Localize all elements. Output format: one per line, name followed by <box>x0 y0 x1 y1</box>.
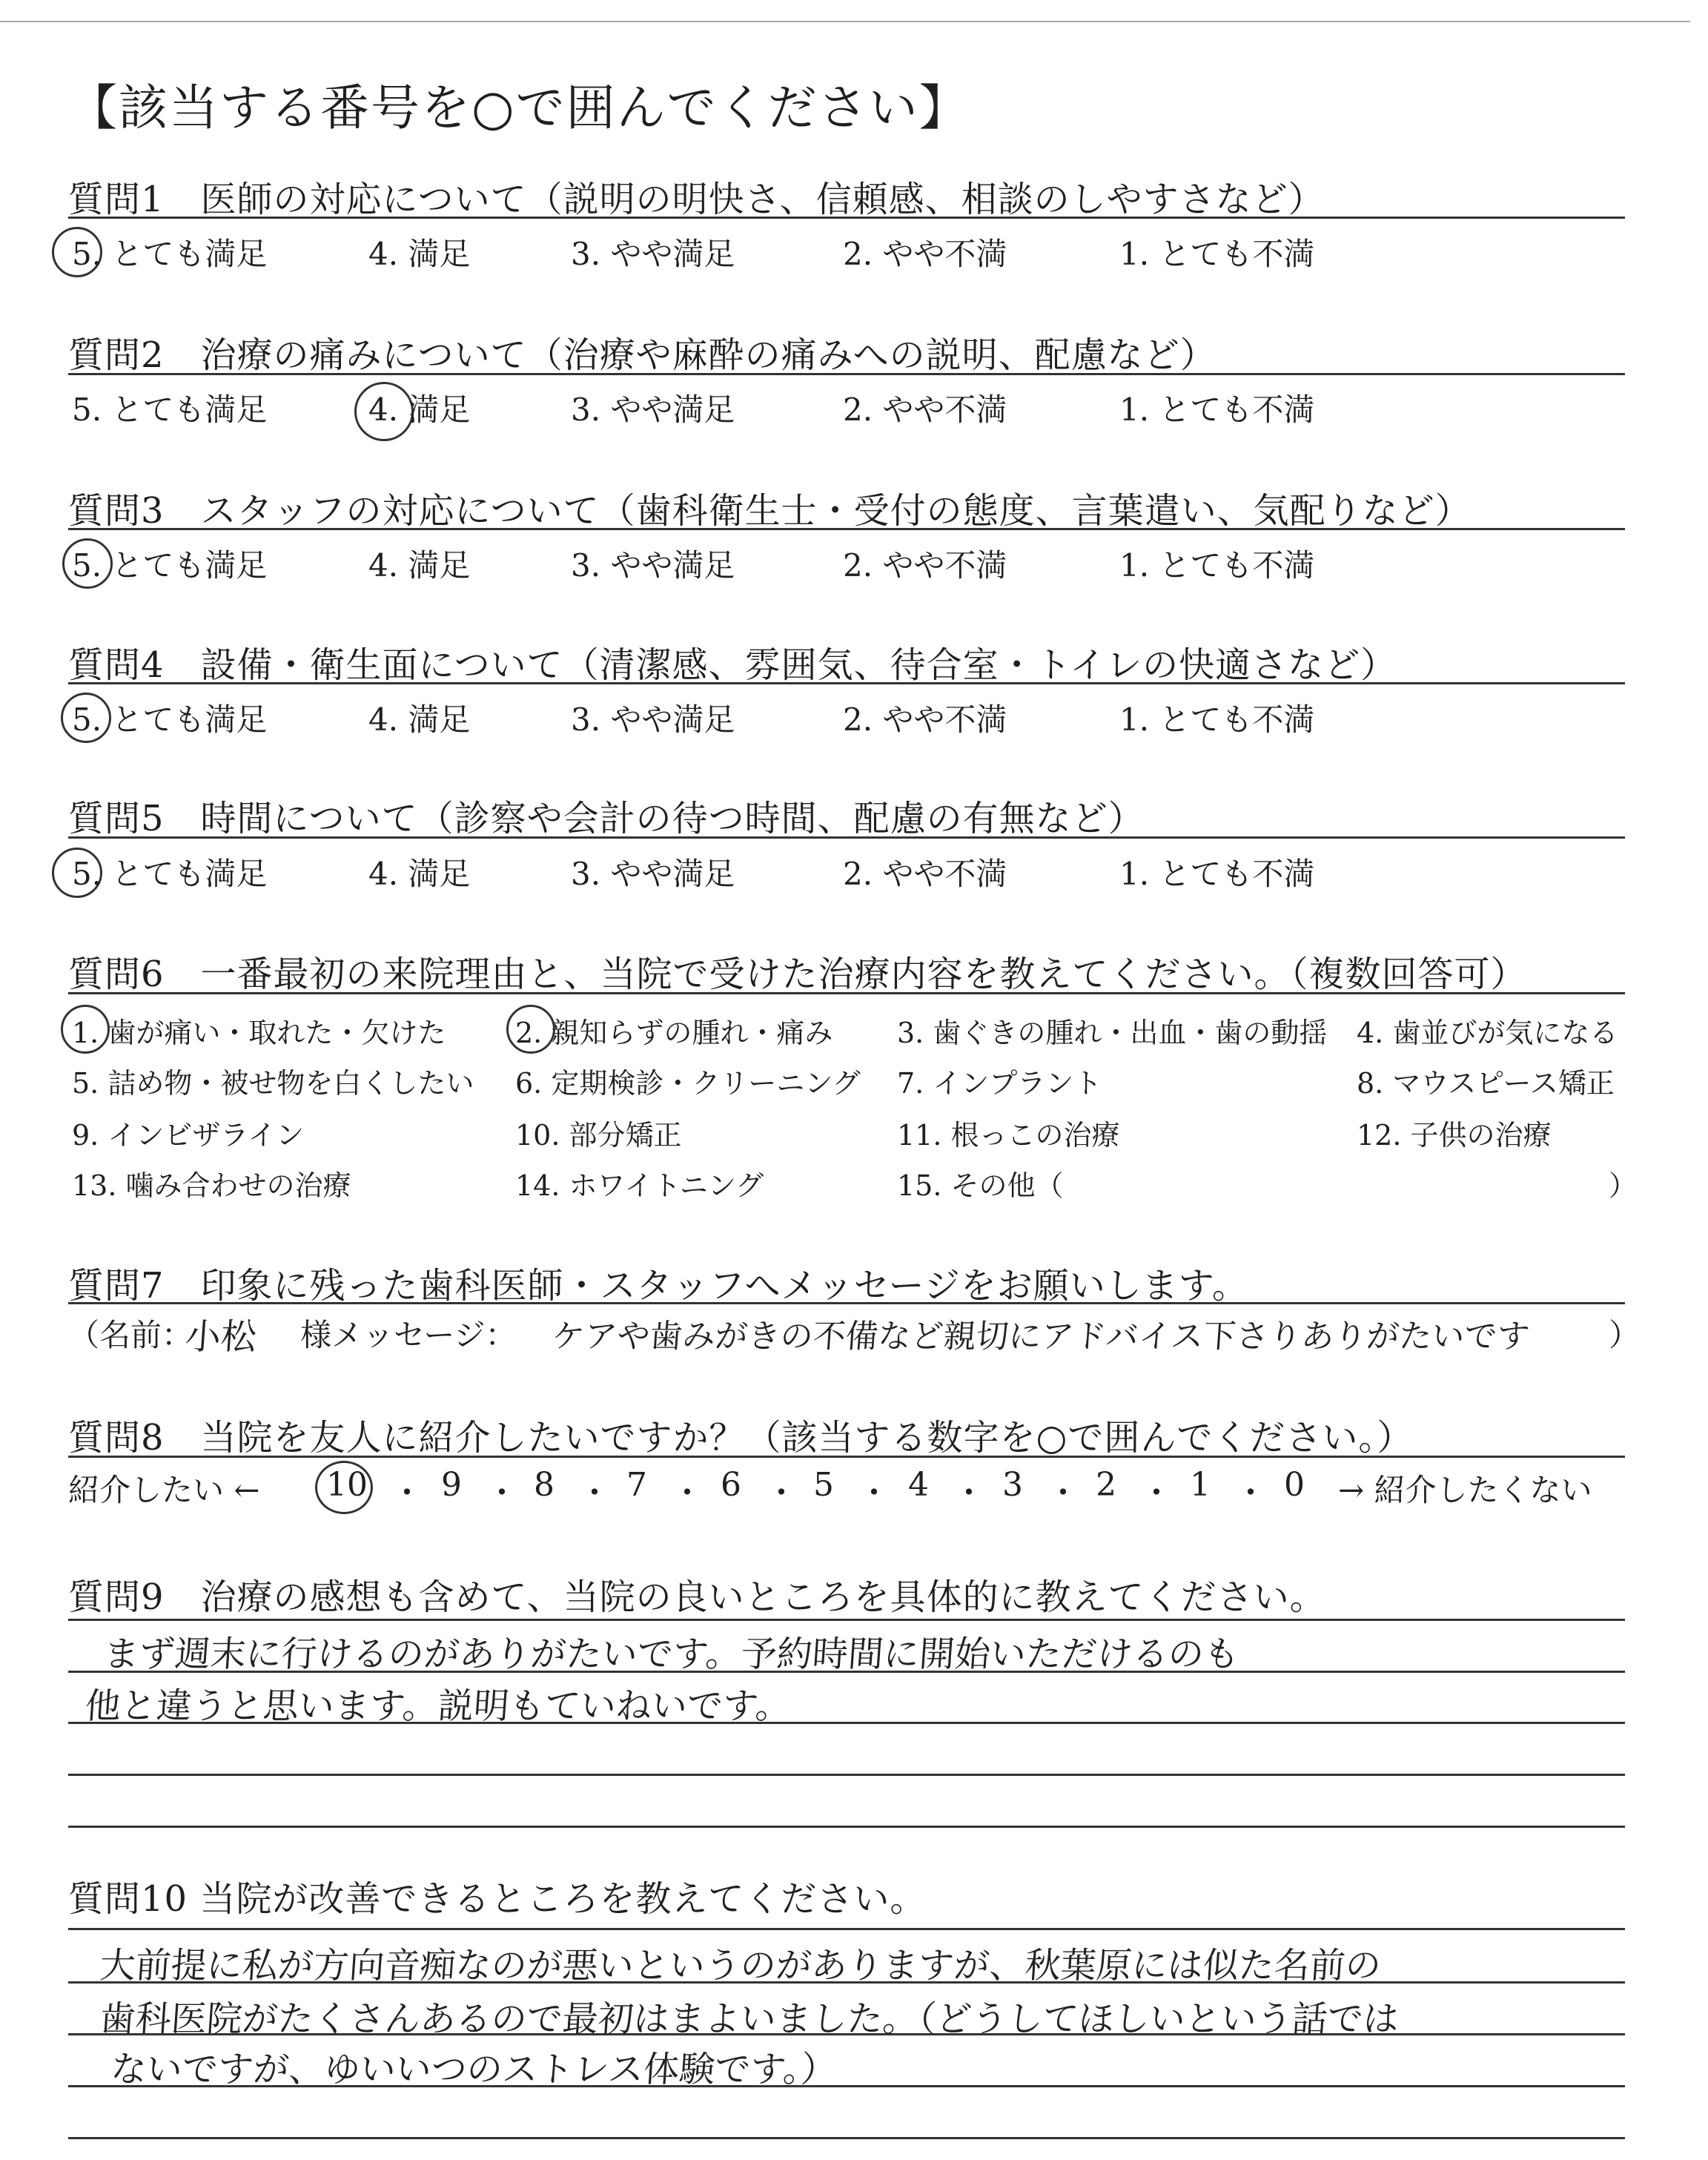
q8-scale-8[interactable]: 8 <box>534 1466 555 1504</box>
question-8-title: 質問8 当院を友人に紹介したいですか？（該当する数字を○で囲んでください。） <box>68 1417 1414 1459</box>
q8-scale-10[interactable]: 10 <box>326 1466 368 1504</box>
q1-option-5[interactable]: 5. とても満足 <box>72 236 268 272</box>
question-6-rule <box>68 992 1625 994</box>
q8-separator: ・ <box>953 1474 985 1512</box>
q8-separator: ・ <box>1234 1474 1267 1512</box>
q10-answer-line-rule <box>68 2137 1625 2139</box>
q8-scale-5[interactable]: 5 <box>813 1466 834 1504</box>
q6-option-5[interactable]: 5. 詰め物・被せ物を白くしたい <box>72 1067 474 1100</box>
q6-option-9[interactable]: 9. インビザライン <box>72 1119 305 1152</box>
q8-right-label: → 紹介したくない <box>1338 1472 1592 1508</box>
q8-separator: ・ <box>671 1474 704 1512</box>
q1-option-1[interactable]: 1. とても不満 <box>1119 236 1315 272</box>
q8-separator: ・ <box>486 1474 518 1512</box>
question-7-title: 質問7 印象に残った歯科医師・スタッフへメッセージをお願いします。 <box>68 1265 1248 1307</box>
q4-option-5[interactable]: 5. とても満足 <box>72 701 268 738</box>
q2-option-1[interactable]: 1. とても不満 <box>1119 392 1315 428</box>
question-7-rule <box>68 1302 1625 1304</box>
q5-option-3[interactable]: 3. やや満足 <box>571 856 735 892</box>
question-5-title: 質問5 時間について（診察や会計の待つ時間、配慮の有無など） <box>68 798 1145 839</box>
q9-answer-line-rule <box>68 1774 1625 1776</box>
q9-answer-line-rule <box>68 1619 1625 1621</box>
q6-option-8[interactable]: 8. マウスピース矯正 <box>1357 1067 1615 1100</box>
q1-option-4[interactable]: 4. 満足 <box>368 236 471 272</box>
q6-option-13[interactable]: 13. 噛み合わせの治療 <box>72 1169 351 1202</box>
q8-separator: ・ <box>578 1474 611 1512</box>
question-3-title: 質問3 スタッフの対応について（歯科衛生士・受付の態度、言葉遣い、気配りなど） <box>68 490 1472 532</box>
q7-name-handwritten[interactable]: 小松 <box>183 1316 258 1358</box>
question-10-title: 質問10 当院が改善できるところを教えてください。 <box>68 1878 927 1920</box>
question-4-rule <box>68 682 1625 684</box>
q6-option-1[interactable]: 1. 歯が痛い・取れた・欠けた <box>72 1017 446 1049</box>
q8-separator: ・ <box>765 1474 798 1512</box>
q6-option-11[interactable]: 11. 根っこの治療 <box>897 1119 1120 1152</box>
q6-option-15[interactable]: 15. その他（ <box>897 1169 1064 1202</box>
q2-option-3[interactable]: 3. やや満足 <box>571 392 735 428</box>
page-top-edge <box>0 21 1690 22</box>
q3-option-5[interactable]: 5. とても満足 <box>72 547 268 584</box>
q6-other-close-paren: ） <box>1609 1169 1638 1202</box>
q2-option-5[interactable]: 5. とても満足 <box>72 392 268 428</box>
q4-option-1[interactable]: 1. とても不満 <box>1119 701 1315 738</box>
q10-answer-line-1[interactable]: 大前提に私が方向音痴なのが悪いというのがありますが、秋葉原には似た名前の <box>98 1945 1383 1986</box>
q6-option-3[interactable]: 3. 歯ぐきの腫れ・出血・歯の動揺 <box>897 1017 1328 1049</box>
q7-close-paren: ） <box>1609 1317 1641 1353</box>
q7-message-handwritten[interactable]: ケアや歯みがきの不備など親切にアドバイス下さりありがたいです <box>550 1318 1532 1355</box>
q3-option-3[interactable]: 3. やや満足 <box>571 547 735 584</box>
question-2-rule <box>68 373 1625 375</box>
q8-separator: ・ <box>1047 1474 1079 1512</box>
q10-answer-line-2[interactable]: 歯科医院がたくさんあるので最初はまよいました。（どうしてほしいという話では <box>98 1998 1400 2040</box>
q3-option-4[interactable]: 4. 満足 <box>368 547 471 584</box>
q6-option-12[interactable]: 12. 子供の治療 <box>1357 1119 1552 1152</box>
q8-separator: ・ <box>858 1474 890 1512</box>
q9-answer-line-rule <box>68 1826 1625 1828</box>
q8-scale-2[interactable]: 2 <box>1096 1466 1116 1504</box>
q8-separator: ・ <box>391 1474 423 1512</box>
q4-option-3[interactable]: 3. やや満足 <box>571 701 735 738</box>
question-3-rule <box>68 528 1625 530</box>
q8-scale-1[interactable]: 1 <box>1190 1466 1211 1504</box>
q8-left-label: 紹介したい ← <box>68 1472 260 1508</box>
q1-option-3[interactable]: 3. やや満足 <box>571 236 735 272</box>
q5-option-2[interactable]: 2. やや不満 <box>843 856 1007 892</box>
q6-option-14[interactable]: 14. ホワイトニング <box>515 1169 764 1202</box>
q8-scale-3[interactable]: 3 <box>1002 1466 1023 1504</box>
q6-option-10[interactable]: 10. 部分矯正 <box>515 1119 682 1152</box>
question-9-title: 質問9 治療の感想も含めて、当院の良いところを具体的に教えてください。 <box>68 1576 1326 1618</box>
q1-option-2[interactable]: 2. やや不満 <box>843 236 1007 272</box>
question-1-title: 質問1 医師の対応について（説明の明快さ、信頼感、相談のしやすさなど） <box>68 179 1325 220</box>
q2-option-4[interactable]: 4. 満足 <box>368 392 471 428</box>
question-2-title: 質問2 治療の痛みについて（治療や麻酔の痛みへの説明、配慮など） <box>68 334 1217 376</box>
q6-option-6[interactable]: 6. 定期検診・クリーニング <box>515 1067 861 1100</box>
q4-option-2[interactable]: 2. やや不満 <box>843 701 1007 738</box>
q8-scale-9[interactable]: 9 <box>441 1466 462 1504</box>
q4-option-4[interactable]: 4. 満足 <box>368 701 471 738</box>
q10-answer-line-3[interactable]: ないですが、ゆいいつのストレス体験です。） <box>109 2049 838 2090</box>
q5-option-4[interactable]: 4. 満足 <box>368 856 471 892</box>
q5-option-1[interactable]: 1. とても不満 <box>1119 856 1315 892</box>
q7-name-label: （名前： <box>68 1317 193 1353</box>
question-4-title: 質問4 設備・衛生面について（清潔感、雰囲気、待合室・トイレの快適さなど） <box>68 644 1397 686</box>
q7-message-label: 様メッセージ： <box>300 1317 517 1353</box>
q5-option-5[interactable]: 5. とても満足 <box>72 856 268 892</box>
question-8-rule <box>68 1456 1625 1458</box>
question-1-rule <box>68 217 1625 219</box>
q8-scale-0[interactable]: 0 <box>1284 1466 1305 1504</box>
question-5-rule <box>68 836 1625 839</box>
q8-scale-7[interactable]: 7 <box>626 1466 647 1504</box>
q3-option-2[interactable]: 2. やや不満 <box>843 547 1007 584</box>
q9-answer-line-1[interactable]: まず週末に行けるのがありがたいです。予約時間に開始いただけるのも <box>102 1634 1241 1675</box>
q8-scale-6[interactable]: 6 <box>721 1466 741 1504</box>
q3-option-1[interactable]: 1. とても不満 <box>1119 547 1315 584</box>
page-title: 【該当する番号を○で囲んでください】 <box>68 79 970 136</box>
q6-option-7[interactable]: 7. インプラント <box>897 1067 1102 1100</box>
q6-option-4[interactable]: 4. 歯並びが気になる <box>1357 1017 1618 1049</box>
question-6-title: 質問6 一番最初の来院理由と、当院で受けた治療内容を教えてください。（複数回答可） <box>68 954 1527 995</box>
q6-option-2[interactable]: 2. 親知らずの腫れ・痛み <box>515 1017 833 1049</box>
q8-separator: ・ <box>1140 1474 1173 1512</box>
q8-scale-4[interactable]: 4 <box>908 1466 929 1504</box>
q9-answer-line-2[interactable]: 他と違うと思います。説明もていねいです。 <box>83 1685 792 1727</box>
q2-option-2[interactable]: 2. やや不満 <box>843 392 1007 428</box>
q10-answer-line-rule <box>68 1928 1625 1930</box>
